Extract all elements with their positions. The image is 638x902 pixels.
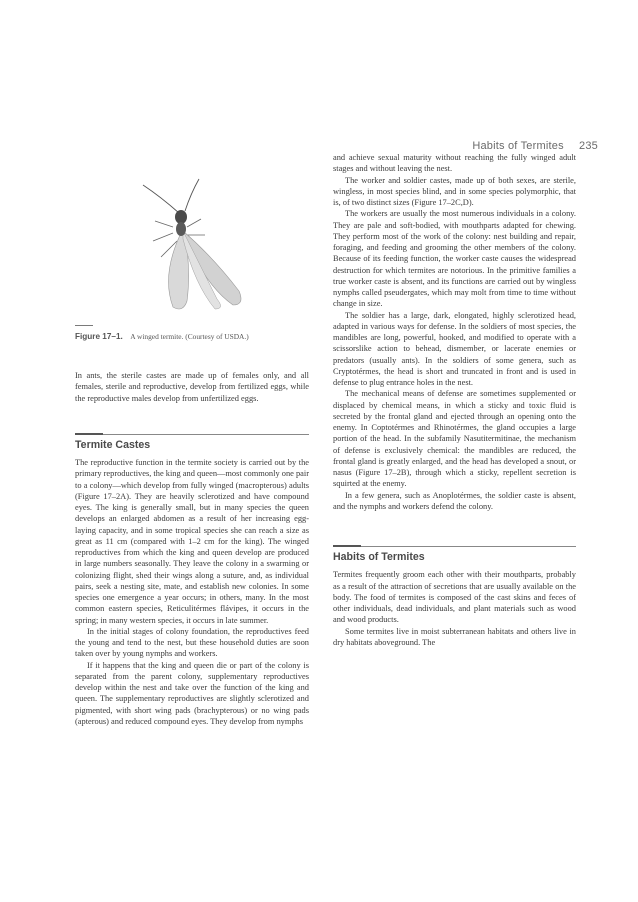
paragraph: The reproductive function in the termite society is carried out by the primary reproductives, the king and queen—most commonly one pair to a colony—which develop from fully winged (macropterous) adults (Figure 17–2A). They are heavily sclerotized and have compound eyes. The king is generally small, but in many species the queen develops an enlarged abdomen as a result of her increasing egg-laying capacity, and in some tropical species she can reach a size as great as 11 cm (compared with 1–2 cm for the king). The winged reproductives from which the king and queen develop are produced in large numbers seasonally. They leave the colony in a swarming or colonizing flight, shed their wings along a suture, and, as individual pairs, seek a nesting site, mate, and establish new colonies. In some species one emergence a year occurs; in others, many. In the most common eastern species, Reticulitérmes flávipes, it occurs in the spring; in many western species, it occurs in late summer.	[75, 458, 309, 625]
figure-label: Figure 17–1.	[75, 332, 123, 341]
paragraph: If it happens that the king and queen die or part of the colony is separated from the parent colony, supplementary reproductives develop within the nest and take over the function of the king and queen. The supplementary reproductives are slightly sclerotized and pigmented, with short wing pads (brachypterous) or no wing pads (apterous) and reduced compound eyes. They develop from nymphs	[75, 660, 309, 726]
intro-paragraph: In ants, the sterile castes are made up of females only, and all females, sterile and reproductive, develop from fertilized eggs, while the reproductive males develop from unfertilized eggs.	[75, 371, 309, 403]
winged-termite-illustration	[121, 175, 271, 315]
section-heading-habits-of-termites: Habits of Termites	[333, 551, 425, 563]
running-head	[472, 140, 598, 152]
section-rule	[75, 434, 309, 435]
paragraph: and achieve sexual maturity without reaching the fully winged adult stages and without leaving the nest.	[333, 153, 576, 174]
paragraph: The mechanical means of defense are sometimes supplemented or displaced by chemical means, in which a sticky and toxic fluid is secreted by the frontal gland and ejected through an opening onto the enemy. In Coptotérmes and Rhinotérmes, the gland occupies a large portion of the head. In the subfamily Nasutitermitinae, the mechanism of defense is exclusively chemical: the mandibles are reduced, the frontal gland is greatly enlarged, and the head has developed a snout, or nasus (Figure 17–2B), through which a sticky, repellent secretion is squirted at the enemy.	[333, 389, 576, 489]
figure-caption	[75, 332, 309, 342]
figure-17-1	[75, 175, 309, 323]
left-column	[75, 175, 309, 727]
figure-caption-text: A winged termite. (Courtesy of USDA.)	[130, 332, 249, 341]
paragraph: Termites frequently groom each other with their mouthparts, probably as a result of the attraction of secretions that are usually available on the body. The food of termites is composed of the cast skins and feces of other individuals, dead individuals, and plant materials such as wood and wood products.	[333, 570, 576, 625]
paragraph: The workers are usually the most numerous individuals in a colony. They are pale and soft-bodied, with mouthparts adapted for chewing. They perform most of the work of the colony: nest building and repair, foraging, and feeding and grooming the other members of the colony. Because of its feeding function, the worker caste causes the widespread destruction for which termites are notorious. In the primitive families a true worker caste is absent, and its functions are carried out by wingless nymphs called pseudergates, which may molt from time to time without change in size.	[333, 209, 576, 309]
right-column	[333, 152, 576, 648]
paragraph: The worker and soldier castes, made up of both sexes, are sterile, wingless, in most species blind, and in some species polymorphic, that is, of two distinct sizes (Figure 17–2C,D).	[333, 175, 576, 207]
page-number: 235	[579, 140, 598, 152]
section-rule	[333, 546, 576, 547]
paragraph: In a few genera, such as Anoplotérmes, the soldier caste is absent, and the nymphs and workers defend the colony.	[333, 490, 576, 511]
paragraph: Some termites live in moist subterranean habitats and others live in dry habitats aboveground. The	[333, 626, 576, 647]
running-head-title: Habits of Termites	[472, 140, 564, 152]
paragraph: In the initial stages of colony foundation, the reproductives feed the young and tend to the nest, but these household duties are soon taken over by young nymphs and workers.	[75, 626, 309, 659]
section-heading-termite-castes: Termite Castes	[75, 438, 151, 451]
paragraph: The soldier has a large, dark, elongated, highly sclerotized head, adapted in various ways for defense. In the soldiers of most species, the mandibles are long, powerful, hooked, and modified to operate with a scissorslike action to behead, dismember, or lacerate enemies or predators (usually ants). In the soldiers of some genera, such as Cryptotérmes, the head is short and truncated in front and is used in defense to plug entrance holes in the nest.	[333, 310, 576, 387]
caption-rule	[75, 325, 93, 326]
